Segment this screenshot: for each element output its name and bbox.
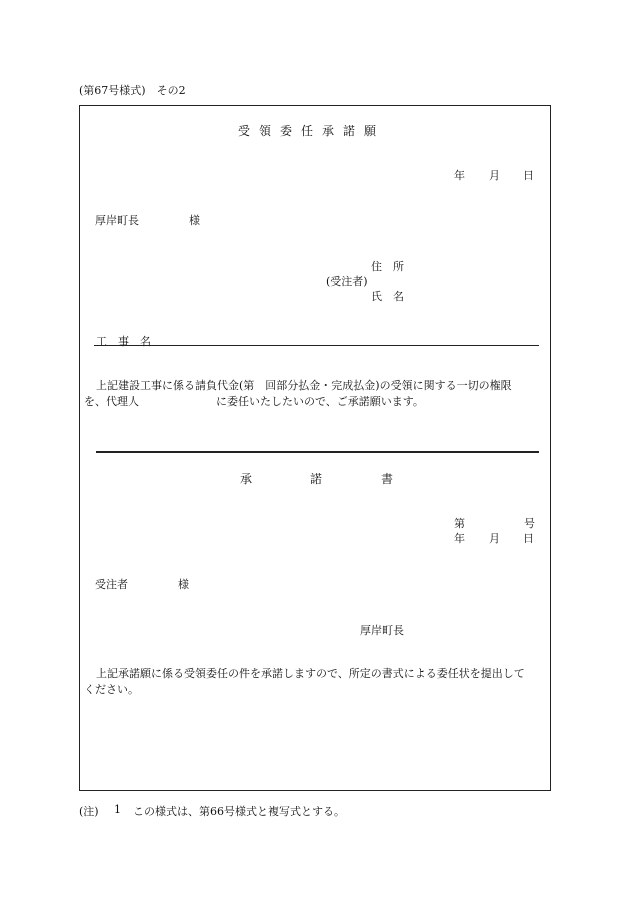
work-name-line: [94, 345, 539, 346]
approval-title-2: 諾: [310, 472, 323, 486]
note-number: 1: [114, 803, 121, 816]
request-addressee-suffix: 様: [189, 214, 200, 227]
request-body-line2-a: を、代理人: [84, 395, 139, 408]
section-divider: [96, 451, 539, 453]
request-addressee: 厚岸町長: [95, 214, 139, 227]
approval-date-month: 月: [489, 532, 500, 545]
note-label: (注): [79, 805, 99, 818]
approval-number-prefix: 第: [454, 517, 465, 530]
approval-title-1: 承: [240, 472, 253, 486]
request-body-line2: [84, 394, 548, 410]
approval-date-day: 日: [523, 532, 534, 545]
approval-addressee: 受注者: [95, 578, 128, 591]
request-body: [84, 378, 548, 410]
request-body-line1: 上記建設工事に係る請負代金(第 回部分払金・完成払金)の受領に関する一切の権限: [96, 379, 512, 392]
request-body-line2-b: に委任いたしたいので、ご承諾願います。: [216, 395, 424, 408]
name-label: 氏 名: [371, 290, 404, 303]
contractor-label: (受注者): [326, 275, 368, 288]
work-name-label: 工 事 名: [96, 335, 151, 348]
approval-date-year: 年: [454, 532, 465, 545]
request-title: 受領委任承諾願: [238, 124, 386, 138]
approval-body-line1: 上記承諾願に係る受領委任の件を承諾しますので、所定の書式による委任状を提出して: [96, 667, 525, 680]
approval-body: [84, 666, 548, 698]
approval-title-3: 書: [381, 472, 394, 486]
request-date-day: 日: [523, 169, 534, 182]
address-label: 住 所: [371, 260, 404, 273]
form-number: (第67号様式) その2: [79, 84, 186, 97]
approval-body-line2: ください。: [84, 683, 139, 696]
note-text: この様式は、第66号様式と複写式とする。: [133, 805, 345, 818]
approval-issuer: 厚岸町長: [360, 624, 404, 637]
approval-number-suffix: 号: [524, 517, 535, 530]
request-date-month: 月: [489, 169, 500, 182]
approval-addressee-suffix: 様: [178, 578, 189, 591]
request-date-year: 年: [454, 169, 465, 182]
